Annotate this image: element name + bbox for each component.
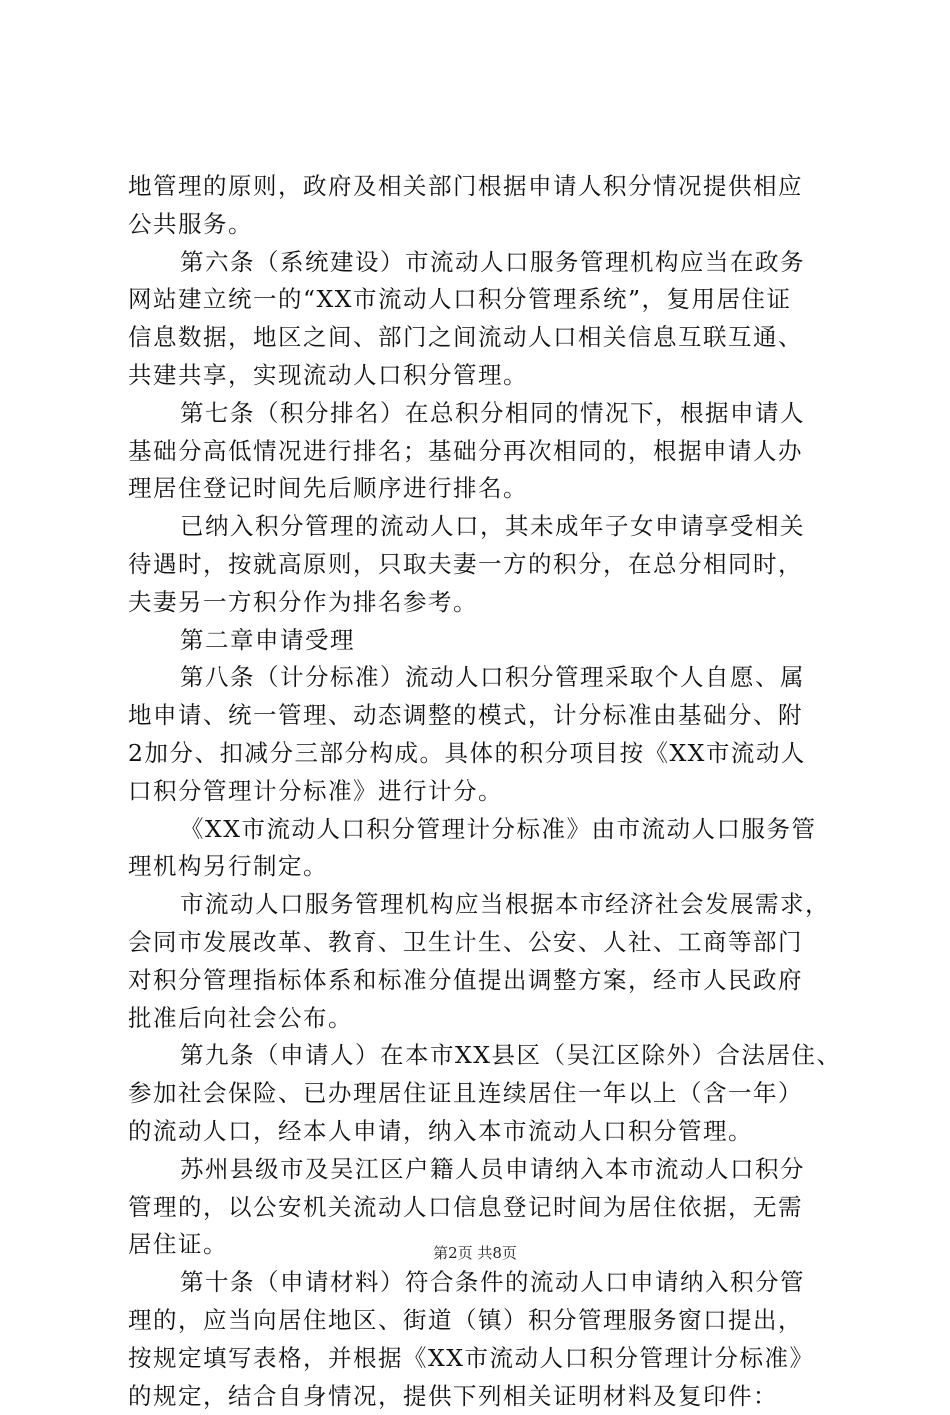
text-line: 的规定，结合自身情况，提供下列相关证明材料及复印件：	[128, 1378, 828, 1415]
text-line: 第八条（计分标准）流动人口积分管理采取个人自愿、属	[128, 659, 828, 697]
text-line: 第九条（申请人）在本市XX县区（吴江区除外）合法居住、	[128, 1037, 828, 1075]
text-line: 地申请、统一管理、动态调整的模式，计分标准由基础分、附	[128, 697, 828, 735]
text-line: 苏州县级市及吴江区户籍人员申请纳入本市流动人口积分	[128, 1151, 828, 1189]
text-line: 地管理的原则，政府及相关部门根据申请人积分情况提供相应	[128, 168, 828, 206]
text-line: 第二章申请受理	[128, 622, 828, 660]
text-line: 共建共享，实现流动人口积分管理。	[128, 357, 828, 395]
text-line: 的流动人口，经本人申请，纳入本市流动人口积分管理。	[128, 1113, 828, 1151]
text-line: 管理的，以公安机关流动人口信息登记时间为居住依据，无需	[128, 1189, 828, 1227]
text-line: 居住证。	[128, 1226, 828, 1264]
document-body	[128, 168, 828, 1415]
text-line: 待遇时，按就高原则，只取夫妻一方的积分，在总分相同时，	[128, 546, 828, 584]
text-line: 第六条（系统建设）市流动人口服务管理机构应当在政务	[128, 244, 828, 282]
text-line: 第七条（积分排名）在总积分相同的情况下，根据申请人	[128, 395, 828, 433]
text-line: 《XX市流动人口积分管理计分标准》由市流动人口服务管	[128, 811, 828, 849]
text-line: 2加分、扣减分三部分构成。具体的积分项目按《XX市流动人	[128, 735, 828, 773]
text-line: 理的，应当向居住地区、街道（镇）积分管理服务窗口提出，	[128, 1302, 828, 1340]
text-line: 理机构另行制定。	[128, 848, 828, 886]
text-line: 市流动人口服务管理机构应当根据本市经济社会发展需求，	[128, 886, 828, 924]
text-line: 已纳入积分管理的流动人口，其未成年子女申请享受相关	[128, 508, 828, 546]
page-footer: 第2页 共8页	[0, 1243, 950, 1263]
text-line: 理居住登记时间先后顺序进行排名。	[128, 470, 828, 508]
text-line: 第十条（申请材料）符合条件的流动人口申请纳入积分管	[128, 1264, 828, 1302]
text-line: 批准后向社会公布。	[128, 1000, 828, 1038]
text-line: 基础分高低情况进行排名；基础分再次相同的，根据申请人办	[128, 433, 828, 471]
text-line: 公共服务。	[128, 206, 828, 244]
text-line: 口积分管理计分标准》进行计分。	[128, 773, 828, 811]
text-line: 参加社会保险、已办理居住证且连续居住一年以上（含一年）	[128, 1075, 828, 1113]
text-line: 信息数据，地区之间、部门之间流动人口相关信息互联互通、	[128, 319, 828, 357]
text-line: 会同市发展改革、教育、卫生计生、公安、人社、工商等部门	[128, 924, 828, 962]
text-line: 按规定填写表格，并根据《XX市流动人口积分管理计分标准》	[128, 1340, 828, 1378]
text-line: 对积分管理指标体系和标准分值提出调整方案，经市人民政府	[128, 962, 828, 1000]
text-line: 网站建立统一的“XX市流动人口积分管理系统”，复用居住证	[128, 281, 828, 319]
text-line: 夫妻另一方积分作为排名参考。	[128, 584, 828, 622]
